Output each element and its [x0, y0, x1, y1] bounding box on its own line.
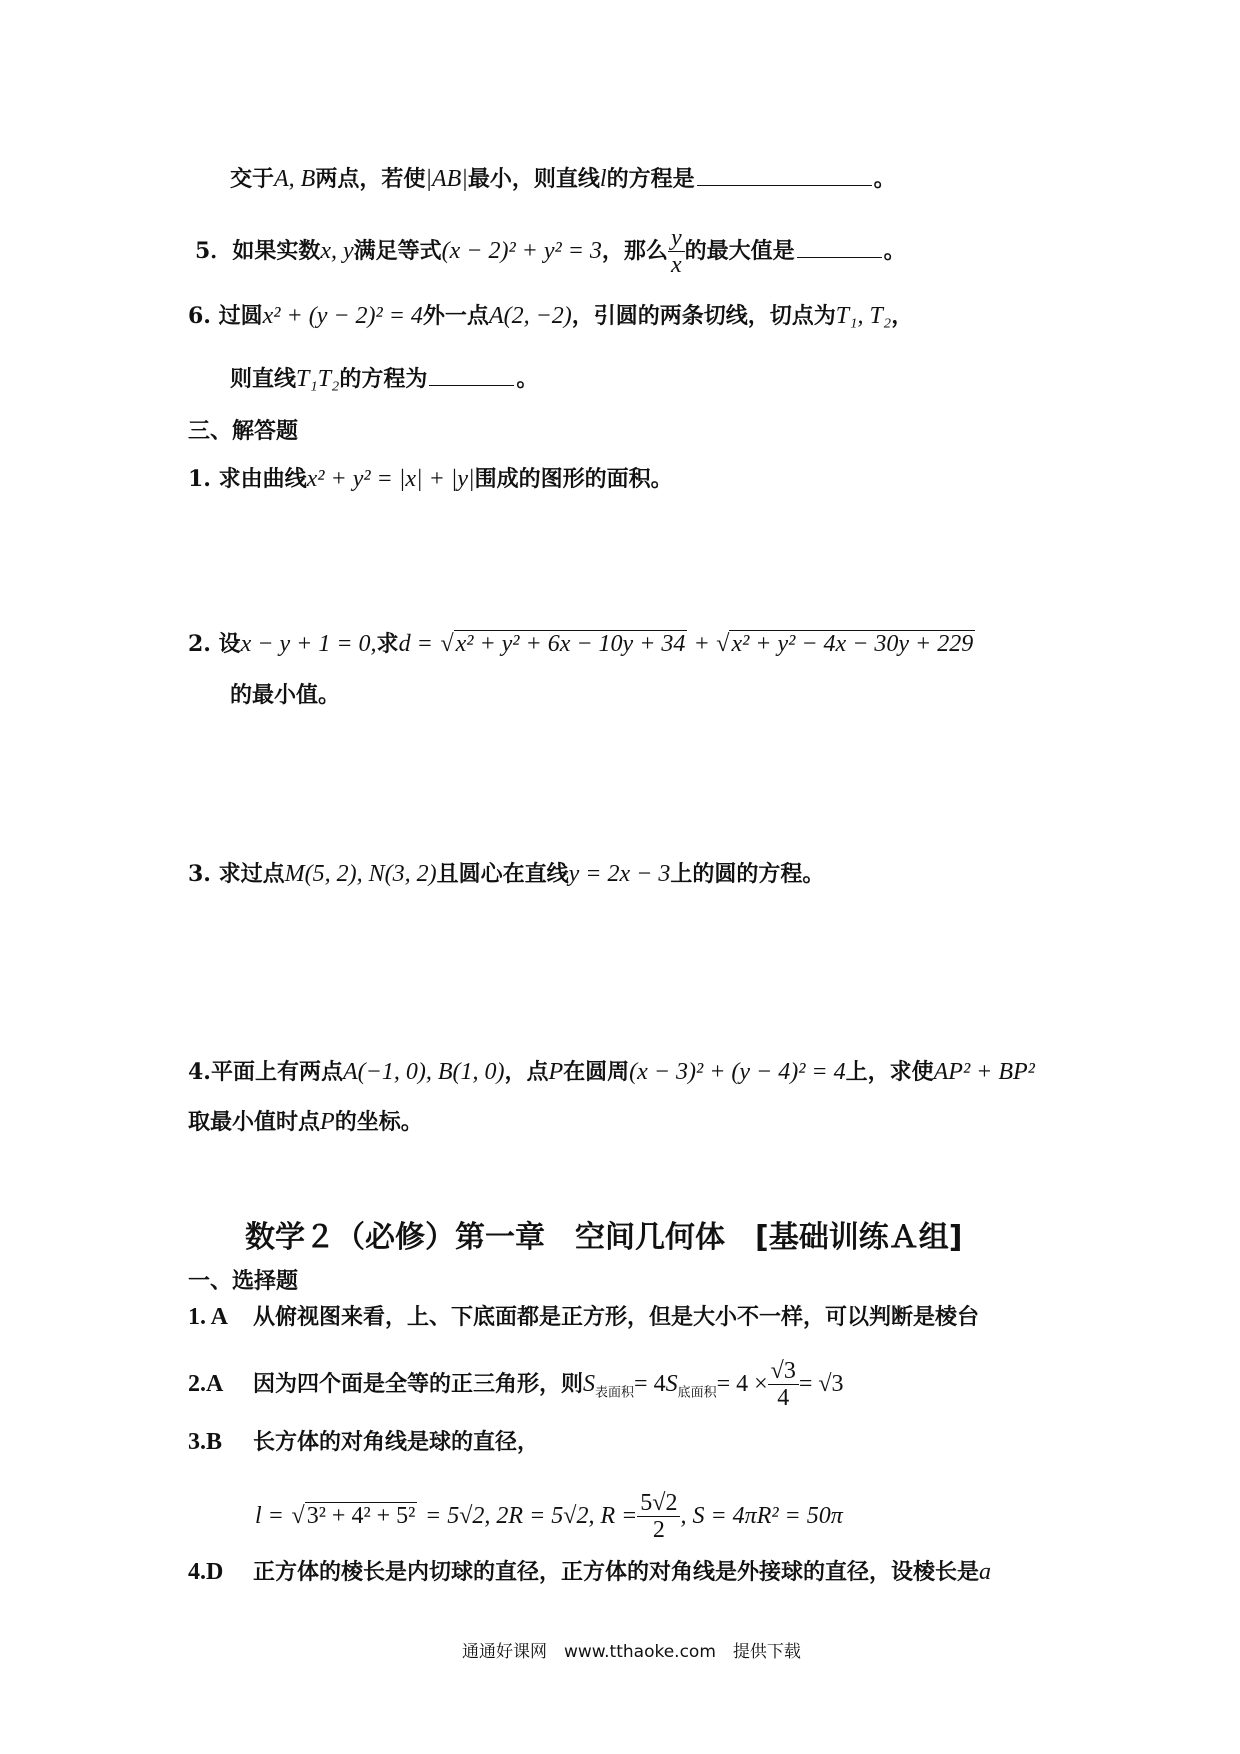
answer-blank — [429, 384, 514, 386]
answer-question-4-line-2: 取最小值时点P的坐标。 — [188, 1109, 423, 1135]
solution-3-formula: l = √3² + 4² + 5² = 5√2, 2R = 5√2, R = $\frac{5√2}{2}$ , S = 4πR² = 50π — [255, 1490, 843, 1544]
question-6-line-2: 则直线T₁T₂的方程为 。 — [230, 366, 539, 392]
answer-question-2-line-2: 的最小值。 — [230, 682, 341, 708]
chapter-title: 数学２（必修）第一章 空间几何体 [基础训练Ａ组] — [245, 1220, 963, 1255]
square-root-1: √x² + y² + 6x − 10y + 34 — [440, 631, 686, 657]
answer-question-4: 4.平面上有两点A(−1, 0), B(1, 0)，点P在圆周(x − 3)² + (y − 4)² = 4上，求使AP² + BP² — [188, 1059, 1035, 1085]
q4-continuation-line: 交于A, B两点，若使|AB|最小，则直线l的方程是 。 — [230, 166, 896, 192]
section-heading-choice: 一、选择题 — [188, 1268, 299, 1294]
fraction-5root2-over-2: $\frac{5√2}{2}$ — [637, 1490, 680, 1544]
solution-3: 3.B 长方体的对角线是球的直径， — [188, 1429, 540, 1455]
solution-1: 1. A 从俯视图来看，上、下底面都是正方形，但是大小不一样，可以判断是棱台 — [188, 1304, 980, 1330]
answer-question-2: 2. 设x − y + 1 = 0,求d = √x² + y² + 6x − 10y + 34 + √x² + y² − 4x − 30y + 229 — [188, 631, 974, 657]
answer-question-3: 3. 求过点M(5, 2), N(3, 2)且圆心在直线y = 2x − 3上的圆的方程。 — [188, 861, 825, 887]
solution-4: 4.D 正方体的棱长是内切球的直径，正方体的对角线是外接球的直径，设棱长是a — [188, 1559, 992, 1585]
question-5: 5．如果实数x, y满足等式(x − 2)² + y² = 3，那么 $\frac{y}{x}$ 的最大值是 。 — [195, 225, 906, 279]
footer-credit: 通通好课网 www.tthaoke.com 提供下载 — [462, 1642, 801, 1662]
solution-2: 2.A 因为四个面是全等的正三角形，则$S_{表面积}= 4S_{底面积}= 4$ × $\frac{√3}{4}$ = √3 — [188, 1358, 844, 1412]
answer-blank — [697, 184, 872, 186]
question-6: 6. 过圆x² + (y − 2)² = 4外一点A(2, −2)，引圆的两条切线，切点为T₁, T₂， — [188, 303, 914, 329]
answer-question-1: 1. 求由曲线x² + y² = |x| + |y|围成的图形的面积。 — [188, 466, 673, 492]
answer-blank — [797, 256, 882, 258]
square-root-2: √x² + y² − 4x − 30y + 229 — [716, 631, 974, 657]
section-heading-answers: 三、解答题 — [188, 418, 299, 444]
fraction-root3-over-4: $\frac{√3}{4}$ — [768, 1358, 799, 1412]
square-root-3: √3² + 4² + 5² — [291, 1502, 416, 1529]
fraction-y-over-x: $\frac{y}{x}$ — [668, 225, 685, 279]
